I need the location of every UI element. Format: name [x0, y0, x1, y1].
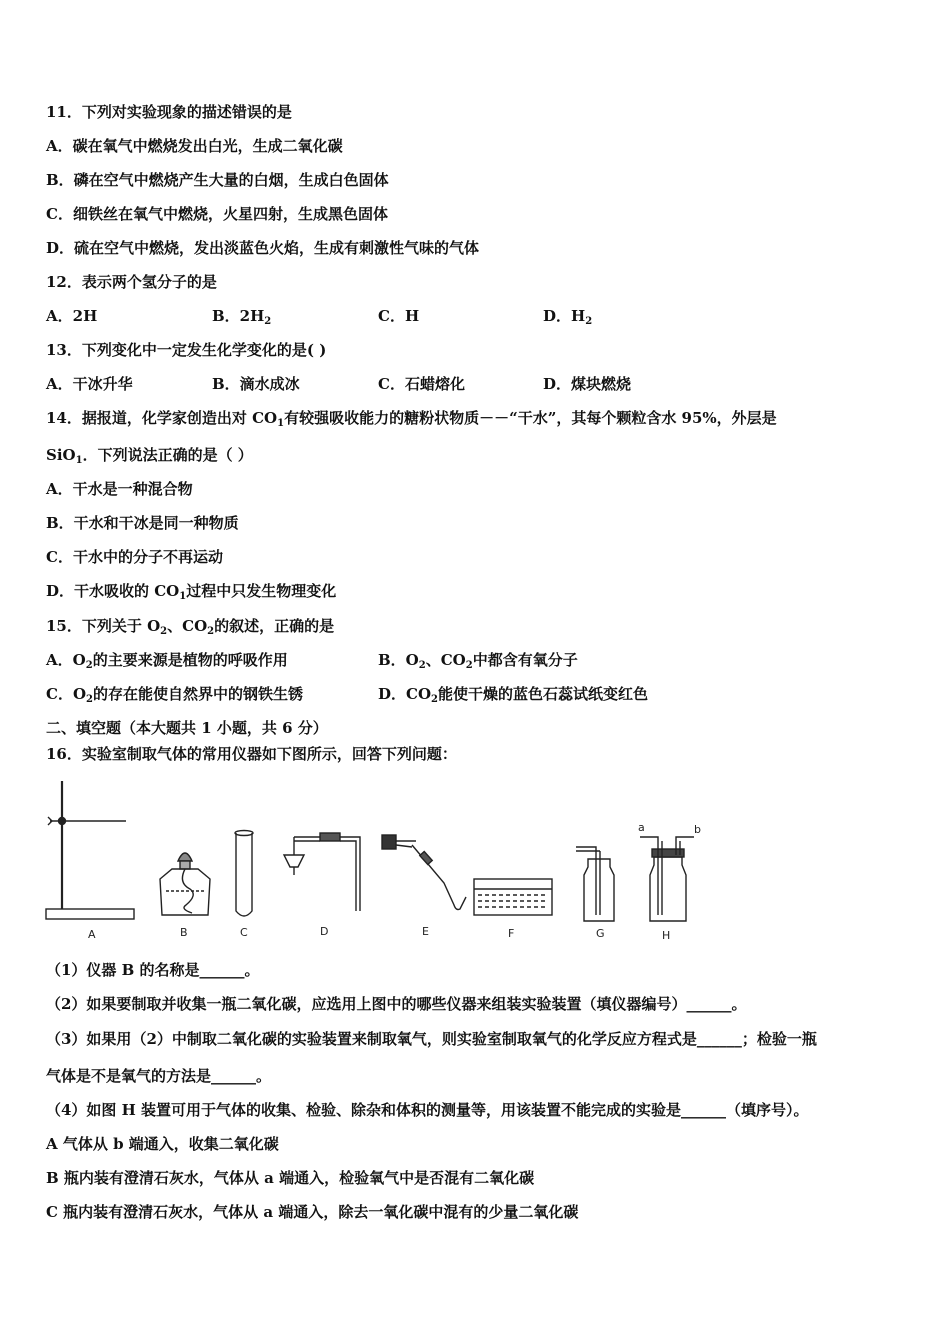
- q13-option-b: B．滴水成冰: [212, 375, 300, 393]
- q14-stem-line1: 14．据报道，化学家创造出对 $CO_1$有较强吸收能力的糖粉状物质－－“干水”，其每个颗粒含水 95%，外层是: [46, 409, 777, 429]
- iron-stand-icon: [46, 781, 134, 919]
- q11-stem: 11．下列对实验现象的描述错误的是: [46, 103, 292, 121]
- label-a: A: [88, 928, 96, 941]
- q16-sub1: （1）仪器 B 的名称是______。: [46, 961, 260, 979]
- q11-option-c: C．细铁丝在氧气中燃烧，火星四射，生成黑色固体: [46, 205, 388, 223]
- q14-option-c: C．干水中的分子不再运动: [46, 548, 223, 566]
- q11-option-a: A．碳在氧气中燃烧发出白光，生成二氧化碳: [46, 137, 343, 155]
- q16-sub2: （2）如果要制取并收集一瓶二氧化碳，应选用上图中的哪些仪器来组装实验装置（填仪器编号）______。: [46, 995, 747, 1013]
- label-h: H: [662, 929, 671, 942]
- q13-option-d: D．煤块燃烧: [543, 375, 632, 393]
- q12-option-a: A．2H: [46, 307, 98, 325]
- label-b: B: [180, 926, 188, 939]
- q16-sub3-line1: （3）如果用（2）中制取二氧化碳的实验装置来制取氧气，则实验室制取氧气的化学反应方程式是______；检验一瓶: [46, 1030, 817, 1048]
- q13-option-a: A．干冰升华: [46, 375, 133, 393]
- label-g: G: [596, 927, 605, 940]
- q16-sub4: （4）如图 H 装置可用于气体的收集、检验、除杂和体积的测量等，用该装置不能完成的实验是______（填序号）。: [46, 1101, 809, 1119]
- q14-stem-line2: SiO$_1$．下列说法正确的是（ ）: [46, 446, 253, 466]
- label-f: F: [508, 927, 515, 940]
- gas-bottle-icon: [576, 847, 614, 921]
- q16-option-a: A 气体从 b 端通入，收集二氧化碳: [46, 1135, 279, 1153]
- q14-option-b: B．干水和干冰是同一种物质: [46, 514, 239, 532]
- stopper-and-tube-icon: [382, 835, 466, 910]
- q13-stem: 13．下列变化中一定发生化学变化的是( ): [46, 341, 327, 359]
- apparatus-figure: [40, 775, 740, 945]
- label-d: D: [320, 925, 329, 938]
- section-title: 二、填空题（本大题共 1 小题，共 6 分）: [46, 719, 328, 737]
- q11-option-b: B．磷在空气中燃烧产生大量的白烟，生成白色固体: [46, 171, 389, 189]
- label-c: C: [240, 926, 248, 939]
- q15-option-c: C．$O_2$的存在能使自然界中的钢铁生锈: [46, 685, 303, 705]
- label-port-a: a: [638, 821, 645, 834]
- q16-option-c: C 瓶内装有澄清石灰水，气体从 a 端通入，除去一氧化碳中混有的少量二氧化碳: [46, 1203, 579, 1221]
- label-e: E: [422, 925, 429, 938]
- q12-option-c: C．H: [378, 307, 420, 325]
- two-port-bottle-icon: [640, 837, 694, 921]
- q15-option-b: B．$O_2$、$CO_2$中都含有氧分子: [378, 651, 578, 671]
- q16-sub3-line2: 气体是不是氧气的方法是______。: [46, 1067, 272, 1085]
- q11-option-d: D．硫在空气中燃烧，发出淡蓝色火焰，生成有刺激性气味的气体: [46, 239, 480, 257]
- q12-stem: 12．表示两个氢分子的是: [46, 273, 217, 291]
- q16-option-b: B 瓶内装有澄清石灰水，气体从 a 端通入，检验氧气中是否混有二氧化碳: [46, 1169, 535, 1187]
- q15-option-a: A．$O_2$的主要来源是植物的呼吸作用: [46, 651, 288, 671]
- label-port-b: b: [694, 823, 701, 836]
- q14-option-d: D．干水吸收的 $CO_1$过程中只发生物理变化: [46, 582, 337, 602]
- water-trough-icon: [474, 879, 552, 915]
- q13-option-c: C．石蜡熔化: [378, 375, 465, 393]
- q12-option-b: B．$2H_2$: [212, 307, 272, 327]
- q16-stem: 16．实验室制取气体的常用仪器如下图所示，回答下列问题：: [46, 745, 457, 763]
- alcohol-lamp-icon: [160, 853, 210, 915]
- q15-option-d: D．$CO_2$能使干燥的蓝色石蕊试纸变红色: [378, 685, 648, 705]
- test-tube-icon: [235, 831, 253, 917]
- q12-option-d: D．$H_2$: [543, 307, 593, 327]
- q14-option-a: A．干水是一种混合物: [46, 480, 193, 498]
- q15-stem: 15．下列关于 $O_2$、$CO_2$的叙述，正确的是: [46, 617, 335, 637]
- bent-tube-with-funnel-icon: [284, 833, 360, 911]
